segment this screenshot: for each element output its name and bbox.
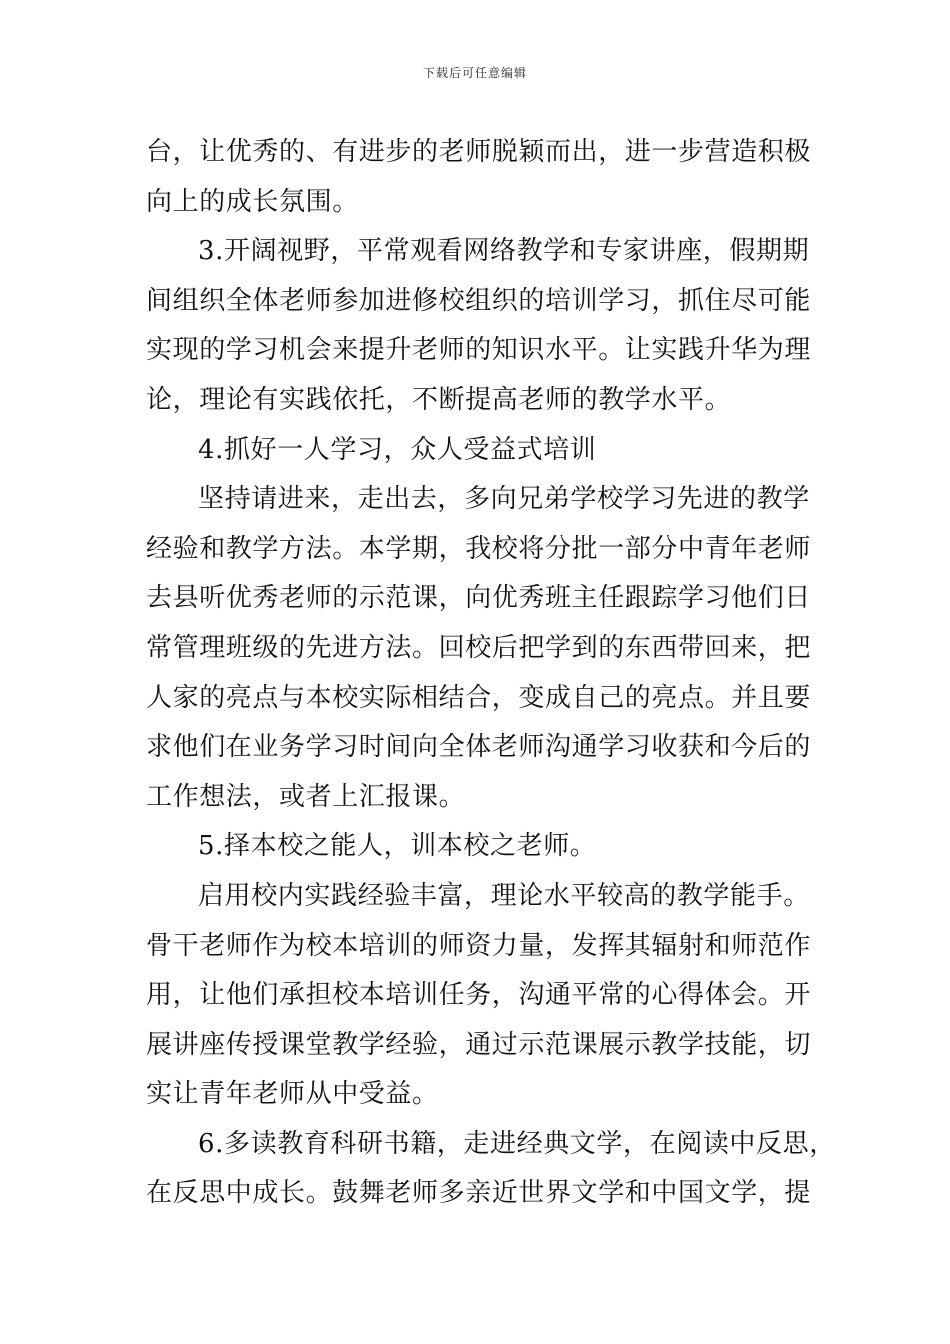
text-line: 实让青年老师从中受益。 <box>146 1079 439 1110</box>
text-line: 3.开阔视野，平常观看网络教学和专家讲座，假期期 <box>198 236 810 267</box>
section-heading: 5.择本校之能人，训本校之老师。 <box>198 831 597 862</box>
text-line: 用，让他们承担校本培训任务，沟通平常的心得体会。开 <box>146 980 812 1011</box>
text-line: 坚持请进来，走出去，多向兄弟学校学习先进的教学 <box>198 484 810 515</box>
text-line: 启用校内实践经验丰富，理论水平较高的教学能手。 <box>198 880 810 911</box>
text-line: 骨干老师作为校本培训的师资力量，发挥其辐射和师范作 <box>146 930 812 961</box>
section-heading: 4.抓好一人学习，众人受益式培训 <box>198 434 597 465</box>
text-line: 人家的亮点与本校实际相结合，变成自己的亮点。并且要 <box>146 682 812 713</box>
text-line: 展讲座传授课堂教学经验，通过示范课展示教学技能，切 <box>146 1029 812 1060</box>
text-line: 间组织全体老师参加进修校组织的培训学习，抓住尽可能 <box>146 285 812 316</box>
page-header: 下载后可任意编辑 <box>422 66 527 80</box>
text-line: 在反思中成长。鼓舞老师多亲近世界文学和中国文学，提 <box>146 1178 812 1209</box>
text-line: 向上的成长氛围。 <box>146 186 359 217</box>
text-line: 经验和教学方法。本学期，我校将分批一部分中青年老师 <box>146 533 812 564</box>
text-line: 去县听优秀老师的示范课，向优秀班主任跟踪学习他们日 <box>146 583 812 614</box>
text-line: 论，理论有实践依托，不断提高老师的教学水平。 <box>146 384 732 415</box>
document-body <box>146 128 836 1219</box>
text-line: 6.多读教育科研书籍，走进经典文学，在阅读中反思， <box>198 1128 836 1159</box>
text-line: 求他们在业务学习时间向全体老师沟通学习收获和今后的 <box>146 732 812 763</box>
text-line: 常管理班级的先进方法。回校后把学到的东西带回来，把 <box>146 632 812 663</box>
text-line: 台，让优秀的、有进步的老师脱颖而出，进一步营造积极 <box>146 137 812 167</box>
text-line: 实现的学习机会来提升老师的知识水平。让实践升华为理 <box>146 335 812 366</box>
text-line: 工作想法，或者上汇报课。 <box>146 781 466 812</box>
